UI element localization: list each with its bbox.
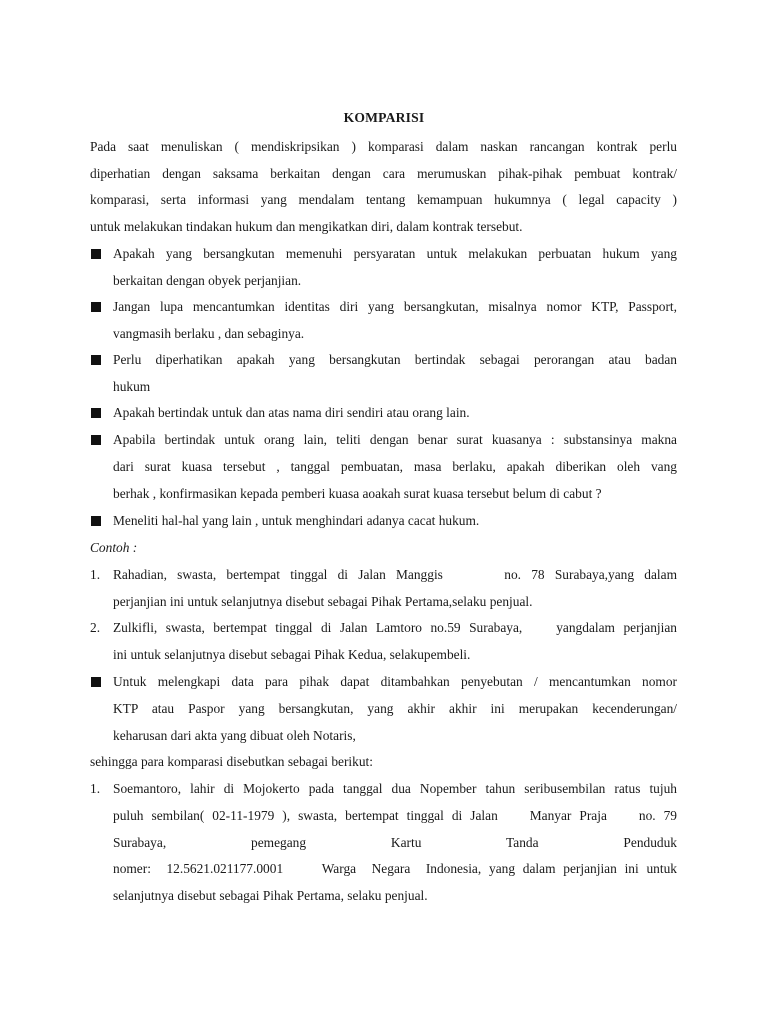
final-item-line: Soemantoro, lahir di Mojokerto pada tanggal dua Nopember tahun seribusembilan ratus tujuh <box>113 781 677 796</box>
sehingga-line: sehingga para komparasi disebutkan sebagai berikut: <box>90 754 373 769</box>
bullet-line: berhak , konfirmasikan kepada pemberi kuasa aoakah surat kuasa tersebut belum di cabut ? <box>113 486 602 501</box>
square-bullet-icon <box>91 355 101 365</box>
bullet-line: Apakah yang bersangkutan memenuhi persyaratan untuk melakukan perbuatan hukum yang <box>113 246 677 261</box>
example-line: Rahadian, swasta, bertempat tinggal di Jalan Manggis no. 78 Surabaya,yang dalam <box>113 567 677 582</box>
final-item-line: Surabaya, pemegang Kartu Tanda Penduduk <box>113 835 677 850</box>
square-bullet-icon <box>91 302 101 312</box>
bullet-line: dari surat kuasa tersebut , tanggal pembuatan, masa berlaku, apakah diberikan oleh vang <box>113 459 677 474</box>
bullet-line: Jangan lupa mencantumkan identitas diri yang bersangkutan, misalnya nomor KTP, Passport, <box>113 299 677 314</box>
bullet-line: berkaitan dengan obyek perjanjian. <box>113 273 302 288</box>
square-bullet-icon <box>91 677 101 687</box>
example-line: perjanjian ini untuk selanjutnya disebut sebagai Pihak Pertama,selaku penjual. <box>113 594 533 609</box>
final-item-number: 1. <box>90 781 101 796</box>
bullet-line: hukum <box>113 379 151 394</box>
square-bullet-icon <box>91 249 101 259</box>
bullet-line: KTP atau Paspor yang bersangkutan, yang akhir akhir ini merupakan kecenderungan/ <box>113 701 677 716</box>
bullet-line: Perlu diperhatikan apakah yang bersangkutan bertindak sebagai perorangan atau badan <box>113 352 677 367</box>
square-bullet-icon <box>91 516 101 526</box>
bullet-line: vangmasih berlaku , dan sebaginya. <box>113 326 305 341</box>
bullet-line: Meneliti hal-hal yang lain , untuk menghindari adanya cacat hukum. <box>113 513 480 528</box>
page-title: KOMPARISI <box>343 110 425 125</box>
bullet-line: Apabila bertindak untuk orang lain, teliti dengan benar surat kuasanya : substansinya makna <box>113 432 677 447</box>
final-item-line: nomer: 12.5621.021177.0001 Warga Negara Indonesia, yang dalam perjanjian ini untuk <box>113 861 677 876</box>
bullet-line: keharusan dari akta yang dibuat oleh Notaris, <box>113 728 356 743</box>
final-item-line: selanjutnya disebut sebagai Pihak Pertama, selaku penjual. <box>113 888 428 903</box>
bullet-line: Untuk melengkapi data para pihak dapat ditambahkan penyebutan / mencantumkan nomor <box>113 674 677 689</box>
contoh-label: Contoh : <box>90 540 138 555</box>
example-line: ini untuk selanjutnya disebut sebagai Pihak Kedua, selakupembeli. <box>113 647 471 662</box>
final-item-line: puluh sembilan( 02-11-1979 ), swasta, bertempat tinggal di Jalan Manyar Praja no. 79 <box>113 808 677 823</box>
square-bullet-icon <box>91 435 101 445</box>
intro-line: komparasi, serta informasi yang mendalam tentang kemampuan hukumnya ( legal capacity ) <box>90 192 677 207</box>
intro-line: Pada saat menuliskan ( mendiskripsikan ) komparasi dalam naskan rancangan kontrak perlu <box>90 139 677 154</box>
intro-line: diperhatian dengan saksama berkaitan dengan cara merumuskan pihak-pihak pembuat kontrak/ <box>90 166 677 181</box>
square-bullet-icon <box>91 408 101 418</box>
example-number: 2. <box>90 620 101 635</box>
intro-line: untuk melakukan tindakan hukum dan mengikatkan diri, dalam kontrak tersebut. <box>90 219 523 234</box>
example-number: 1. <box>90 567 101 582</box>
bullet-line: Apakah bertindak untuk dan atas nama diri sendiri atau orang lain. <box>113 405 470 420</box>
example-line: Zulkifli, swasta, bertempat tinggal di Jalan Lamtoro no.59 Surabaya, yangdalam perjanjian <box>113 620 677 635</box>
